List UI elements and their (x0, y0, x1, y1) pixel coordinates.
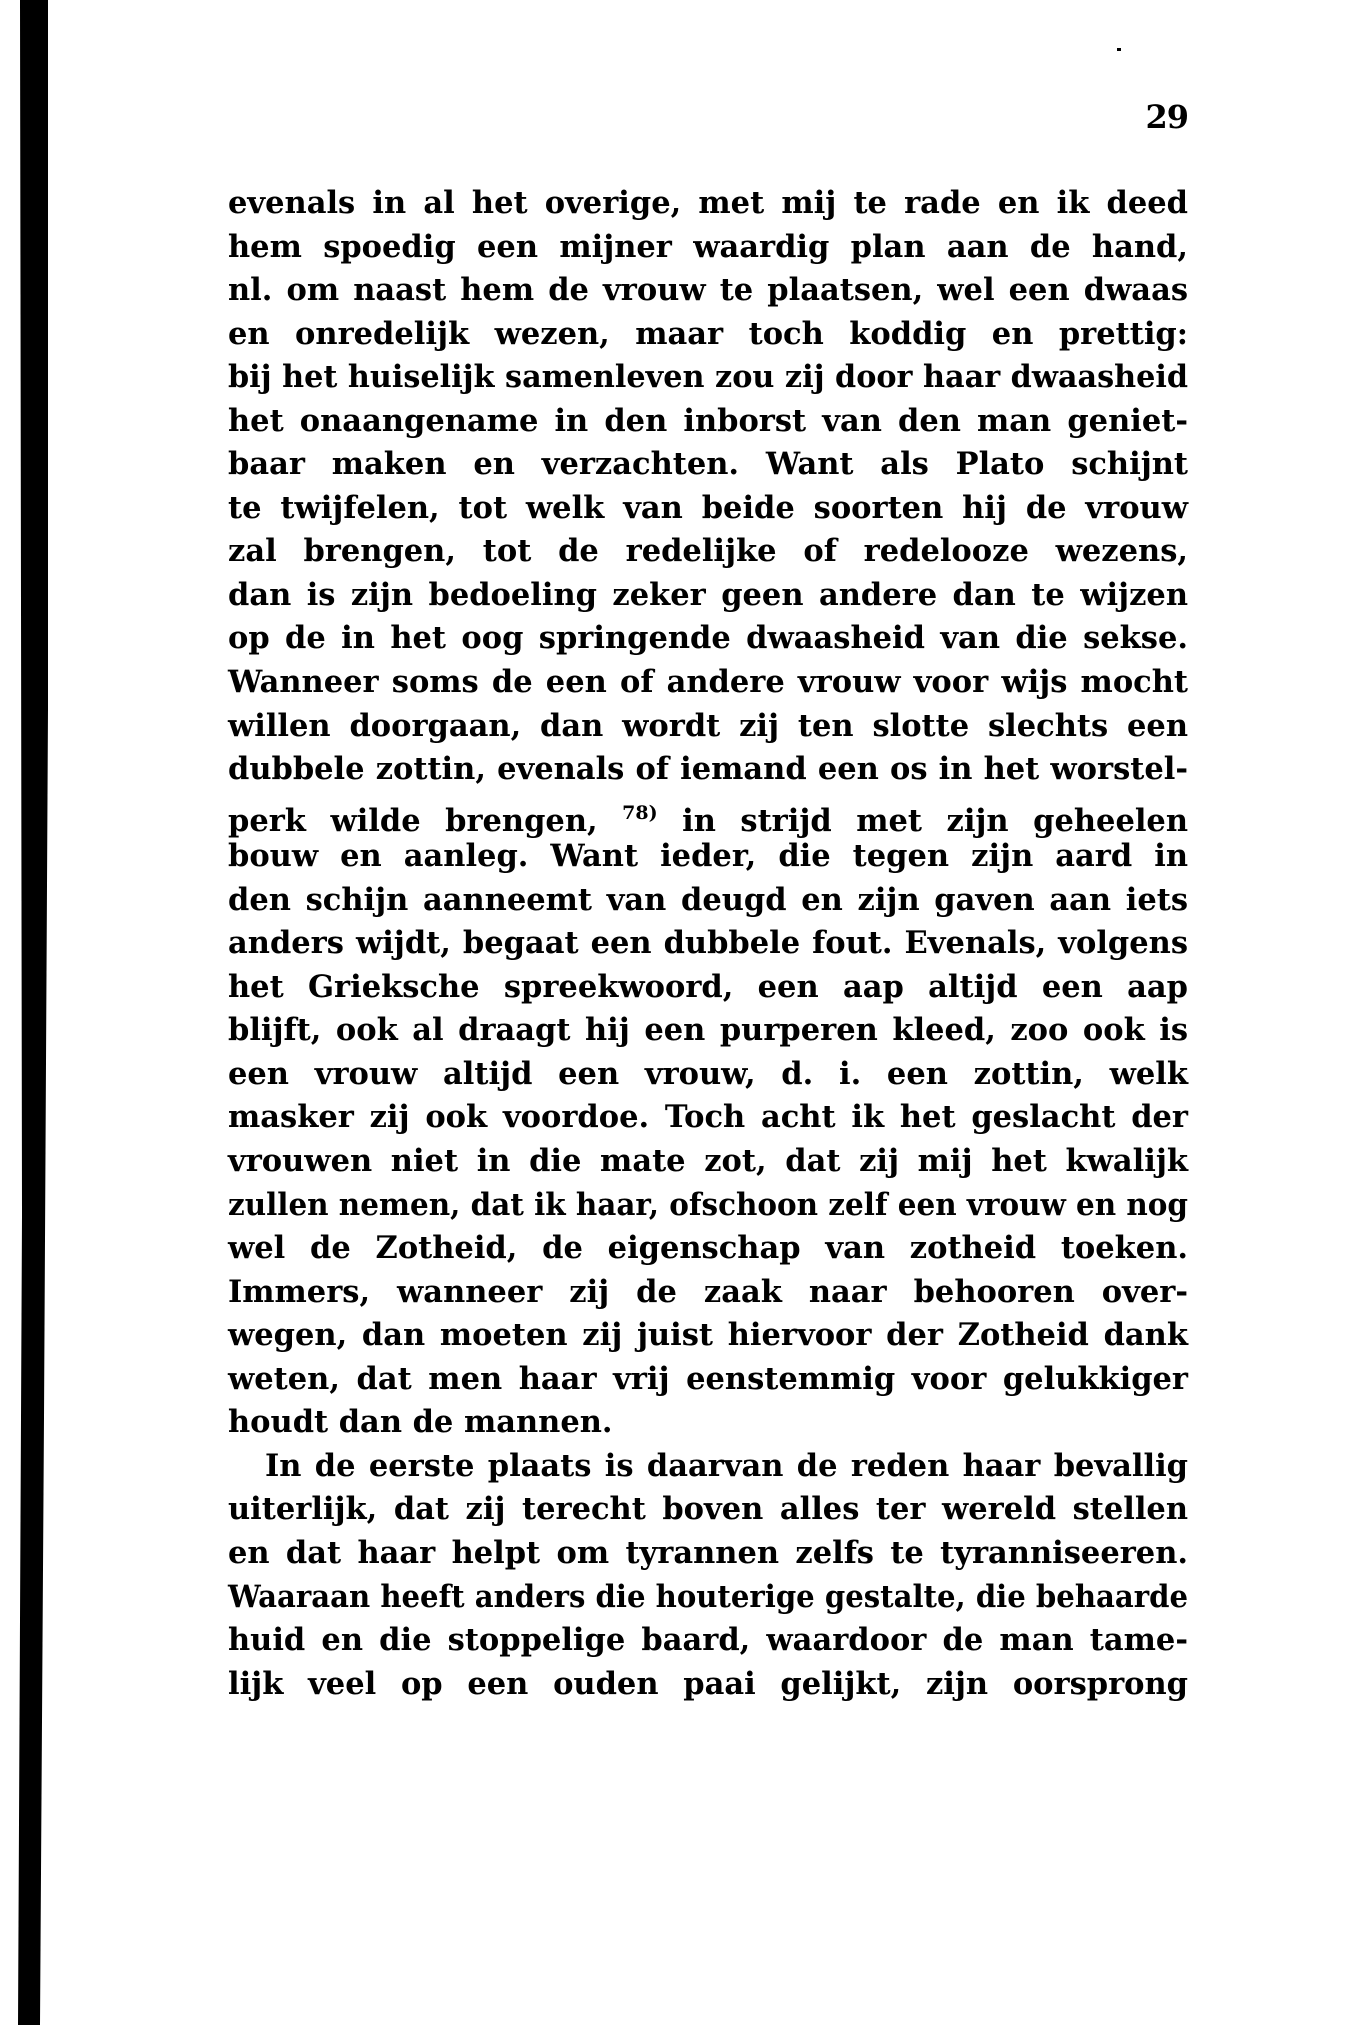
text-line: huid en die stoppelige baard, waardoor de man tame- (228, 1622, 1188, 1659)
text-line: lijk veel op een ouden paai gelijkt, zijn oorsprong (228, 1665, 1188, 1702)
text-line: bouw en aanleg. Want ieder, die tegen zijn aard in (228, 838, 1188, 875)
text-line: houdt dan de mannen. (228, 1404, 613, 1441)
text-line: nl. om naast hem de vrouw te plaatsen, wel een dwaas (228, 272, 1188, 309)
text-line: masker zij ook voordoe. Toch acht ik het geslacht der (228, 1099, 1188, 1136)
paragraph-1 (228, 182, 1188, 1445)
text-line: Waaraan heeft anders die houterige gestalte, die behaarde (228, 1578, 1188, 1615)
text-line: baar maken en verzachten. Want als Plato schijnt (228, 446, 1188, 483)
text-line-with-footnote (228, 792, 1189, 839)
text-line: het Grieksche spreekwoord, een aap altijd een aap (228, 968, 1188, 1005)
text-line: het onaangename in den inborst van den man geniet- (228, 402, 1188, 439)
text-line: bij het huiselijk samenleven zou zij door haar dwaasheid (228, 359, 1188, 396)
text-line: blijft, ook al draagt hij een purperen kleed, zoo ook is (228, 1012, 1188, 1049)
text-line: evenals in al het overige, met mij te rade en ik deed (228, 185, 1188, 221)
text-line: en onredelijk wezen, maar toch koddig en prettig: (228, 315, 1188, 352)
text-line: In de eerste plaats is daarvan de reden haar bevallig (265, 1447, 1188, 1484)
page-number: 29 (1145, 98, 1188, 136)
text-line: zullen nemen, dat ik haar, ofschoon zelf een vrouw en nog (228, 1186, 1188, 1223)
text-line: wel de Zotheid, de eigenschap van zotheid toeken. (228, 1230, 1188, 1267)
paragraph-2 (228, 1445, 1188, 1706)
text-line: wegen, dan moeten zij juist hiervoor der Zotheid dank (228, 1317, 1188, 1354)
text-line: dan is zijn bedoeling zeker geen andere dan te wijzen (228, 576, 1188, 613)
text-line: te twijfelen, tot welk van beide soorten hij de vrouw (228, 489, 1188, 526)
text-line: een vrouw altijd een vrouw, d. i. een zottin, welk (228, 1055, 1188, 1092)
text-segment: in strijd met zijn geheelen (682, 802, 1189, 839)
book-binding-edge (18, 0, 48, 2025)
text-line: dubbele zottin, evenals of iemand een os in het worstel- (228, 751, 1188, 788)
scan-speck (1117, 48, 1121, 51)
text-line: Wanneer soms de een of andere vrouw voor wijs mocht (228, 664, 1188, 701)
text-line: zal brengen, tot de redelijke of redelooze wezens, (228, 533, 1188, 570)
text-line: op de in het oog springende dwaasheid van die sekse. (228, 620, 1188, 657)
text-segment: perk wilde brengen, (228, 802, 598, 839)
text-line: Immers, wanneer zij de zaak naar behooren over- (228, 1273, 1188, 1310)
text-line: en dat haar helpt om tyrannen zelfs te tyranniseeren. (228, 1534, 1188, 1571)
text-line: vrouwen niet in die mate zot, dat zij mij het kwalijk (228, 1143, 1188, 1180)
text-line: weten, dat men haar vrij eenstemmig voor gelukkiger (228, 1360, 1188, 1397)
text-line: willen doorgaan, dan wordt zij ten slotte slechts een (228, 707, 1188, 744)
text-line: hem spoedig een mijner waardig plan aan de hand, (228, 228, 1188, 265)
footnote-reference[interactable]: 78) (622, 801, 658, 824)
body-text (228, 182, 1188, 1706)
text-line: den schijn aanneemt van deugd en zijn gaven aan iets (228, 881, 1188, 918)
text-line: anders wijdt, begaat een dubbele fout. Evenals, volgens (228, 925, 1188, 962)
text-line: uiterlijk, dat zij terecht boven alles ter wereld stellen (228, 1491, 1188, 1528)
